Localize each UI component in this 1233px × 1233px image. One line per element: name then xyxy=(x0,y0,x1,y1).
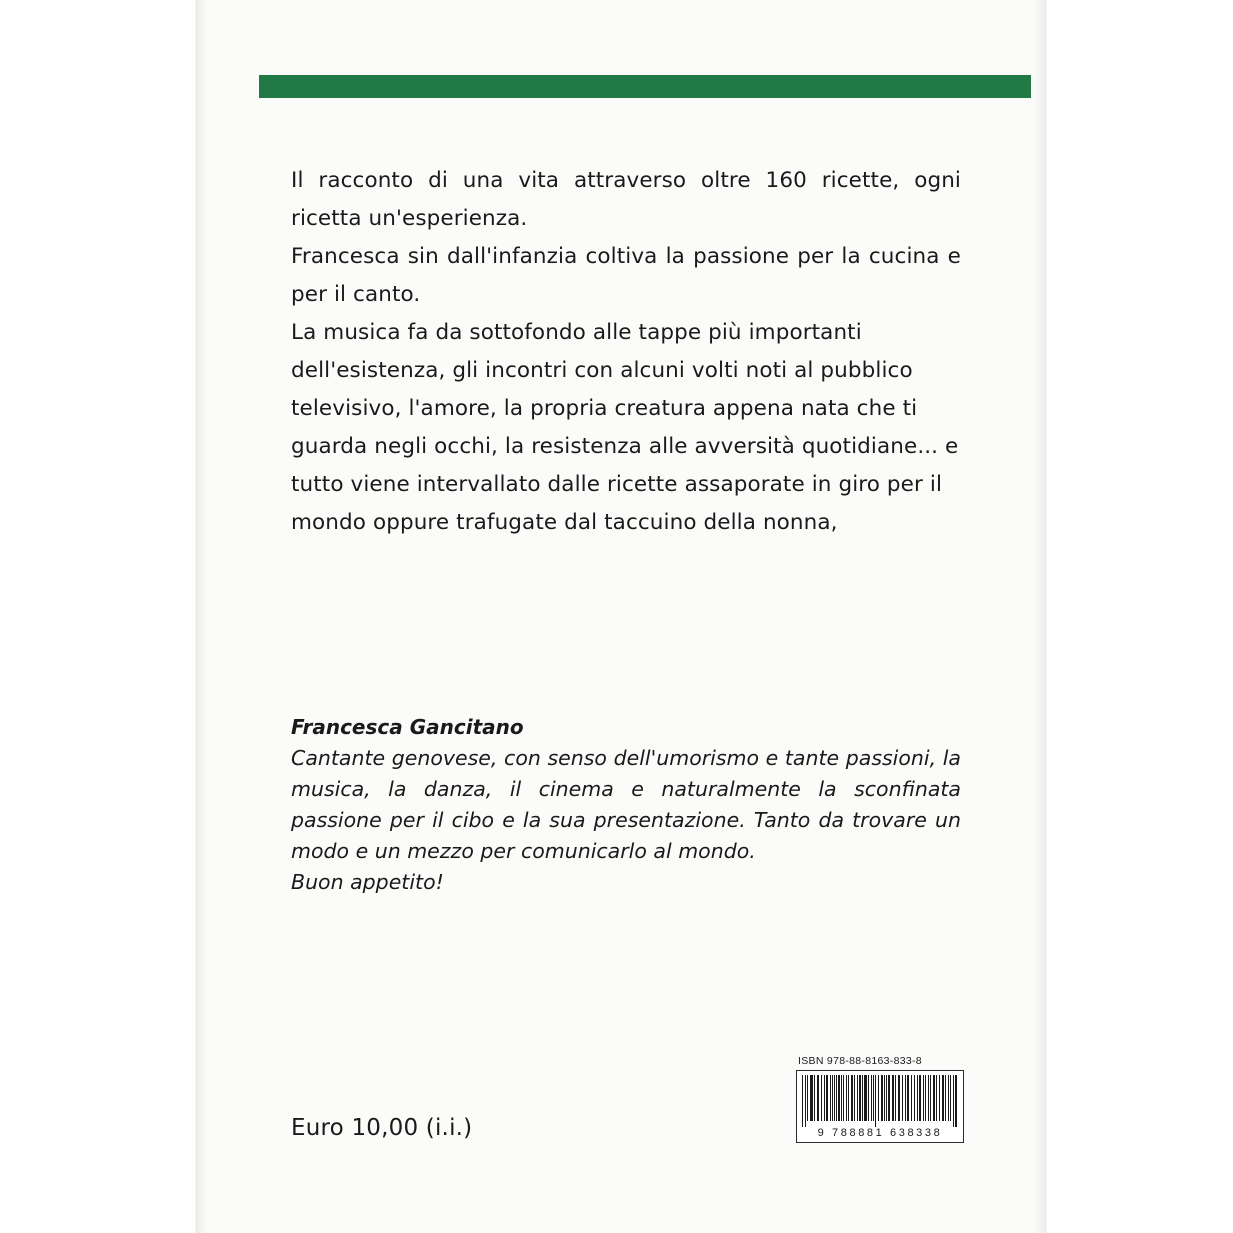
author-closing: Buon appetito! xyxy=(291,870,444,894)
blurb-paragraph-1: Il racconto di una vita attraverso oltre 160 ricette, ogni ricetta un'esperienza. xyxy=(291,168,961,231)
blurb-paragraph-3: La musica fa da sottofondo alle tappe più importanti dell'esistenza, gli incontri con alcuni volti noti al pubblico televisivo, l'amore, la propria creatura appena nata che ti guarda negli occhi, la resistenza alle avversità quotidiane... e tutto viene intervallato dalle ricette assaporate in giro per il mondo oppure trafugate dal taccuino della nonna, xyxy=(291,320,959,535)
barcode-image xyxy=(796,1070,964,1143)
barcode-digits: 9 788881 638338 xyxy=(817,1127,943,1139)
blurb-text xyxy=(291,162,961,542)
isbn-label: ISBN 978-88-8163-833-8 xyxy=(798,1055,922,1067)
back-cover-page xyxy=(196,0,1046,1233)
blurb-paragraph-2: Francesca sin dall'infanzia coltiva la passione per la cucina e per il canto. xyxy=(291,244,961,307)
author-bio: Cantante genovese, con senso dell'umorismo e tante passioni, la musica, la danza, il cinema e naturalmente la sconfinata passione per il cibo e la sua presentazione. Tanto da trovare un modo e un mezzo per comunicarlo al mondo. xyxy=(291,746,961,863)
author-block xyxy=(291,712,961,898)
barcode-area xyxy=(796,1055,966,1143)
barcode-bars xyxy=(802,1075,958,1127)
green-accent-bar xyxy=(259,75,1031,98)
author-name: Francesca Gancitano xyxy=(291,715,524,739)
price-label: Euro 10,00 (i.i.) xyxy=(291,1115,473,1141)
